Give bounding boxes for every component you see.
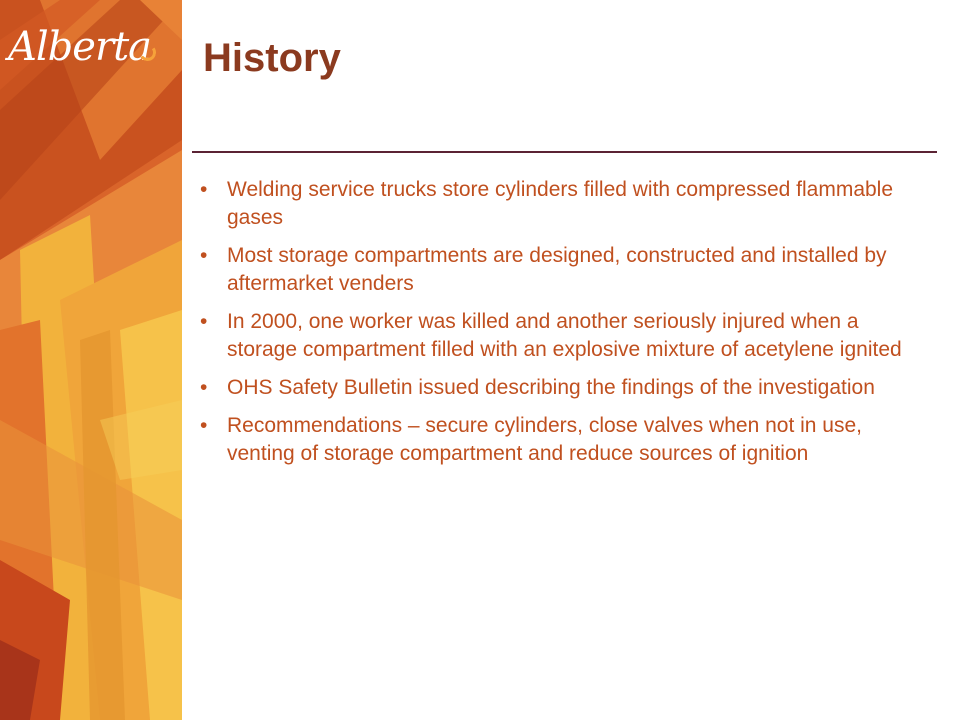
- bullet-text: Most storage compartments are designed, constructed and installed by aftermarket venders: [227, 244, 887, 295]
- title-divider: [192, 151, 937, 153]
- bullet-dot-icon: •: [200, 414, 208, 437]
- bullet-dot-icon: •: [200, 178, 208, 201]
- bullet-item: [200, 176, 930, 232]
- bullet-text: In 2000, one worker was killed and another seriously injured when a storage compartment filled with an explosive mixture of acetylene ignited: [227, 310, 902, 361]
- decorative-sidebar: [0, 0, 182, 720]
- bullet-text: OHS Safety Bulletin issued describing the findings of the investigation: [227, 376, 875, 399]
- bullet-dot-icon: •: [200, 376, 208, 399]
- bullet-item: [200, 242, 930, 298]
- bullet-item: [200, 374, 930, 402]
- bullet-list: [200, 176, 930, 478]
- bullet-text: Recommendations – secure cylinders, close valves when not in use, venting of storage compartment and reduce sources of ignition: [227, 414, 862, 465]
- bullet-item: [200, 412, 930, 468]
- bullet-dot-icon: •: [200, 310, 208, 333]
- sidebar-pattern: [0, 0, 182, 720]
- bullet-item: [200, 308, 930, 364]
- bullet-dot-icon: •: [200, 244, 208, 267]
- alberta-logo: Alberta: [8, 24, 151, 70]
- slide-title: History: [203, 36, 341, 80]
- bullet-text: Welding service trucks store cylinders filled with compressed flammable gases: [227, 178, 894, 229]
